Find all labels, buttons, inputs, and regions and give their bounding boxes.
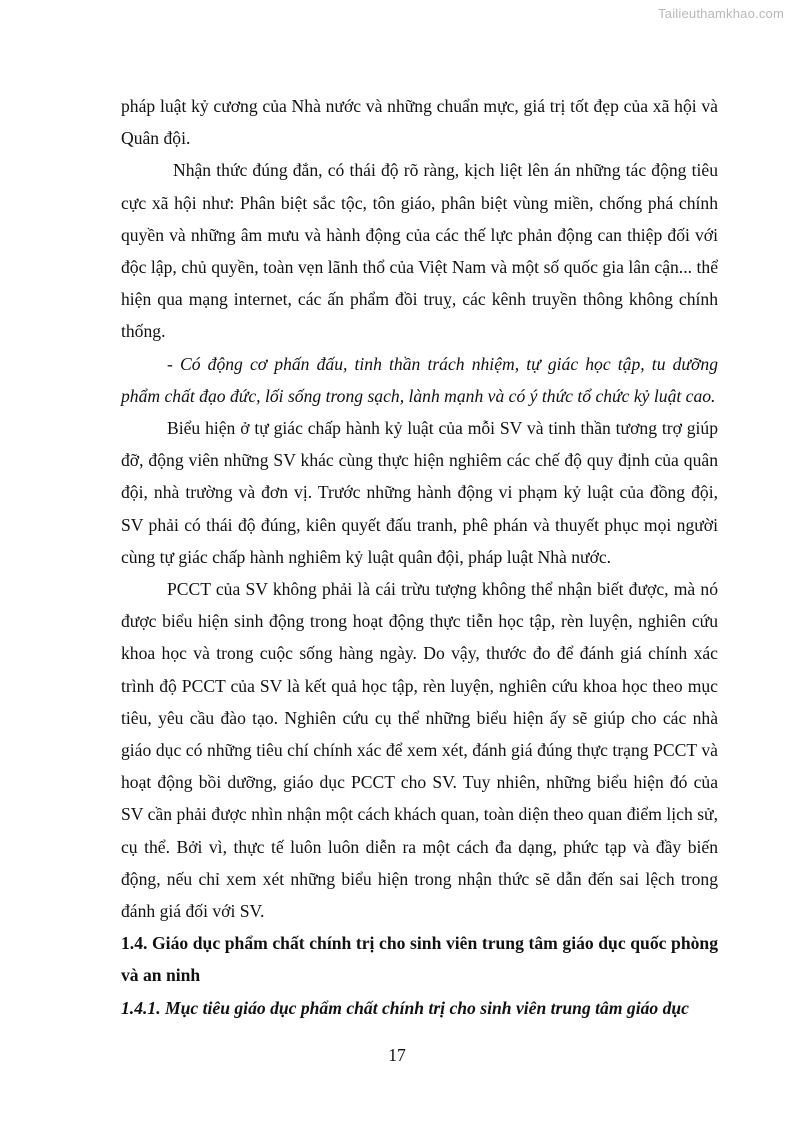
paragraph-1: pháp luật kỷ cương của Nhà nước và những chuẩn mực, giá trị tốt đẹp của xã hội và Quân đội.: [121, 96, 718, 149]
paragraph-3-italic: - Có động cơ phấn đấu, tinh thần trách nhiệm, tự giác học tập, tu dưỡng phẩm chất đạo đức, lối sống trong sạch, lành mạnh và có ý thức tổ chức kỷ luật cao.: [121, 353, 718, 406]
section-heading-1-4: 1.4. Giáo dục phẩm chất chính trị cho sinh viên trung tâm giáo dục quốc phòng và an ninh: [121, 933, 718, 986]
page-number: 17: [388, 1045, 406, 1065]
subsection-heading-1-4-1: 1.4.1. Mục tiêu giáo dục phẩm chất chính trị cho sinh viên trung tâm giáo dục: [121, 997, 689, 1018]
paragraph-2: Nhận thức đúng đắn, có thái độ rõ ràng, kịch liệt lên án những tác động tiêu cực xã hội như: Phân biệt sắc tộc, tôn giáo, phân biệt vùng miền, chống phá chính quyền và những âm mưu và hành động của các thế lực phản động can thiệp đối với độc lập, chủ quyền, toàn vẹn lãnh thổ của Việt Nam và một số quốc gia lân cận... thể hiện qua mạng internet, các ấn phẩm đồi truỵ, các kênh truyền thông không chính thống.: [121, 160, 718, 342]
watermark-text: Tailieuthamkhao.com: [658, 6, 784, 21]
document-body: [121, 90, 718, 1024]
paragraph-5: PCCT của SV không phải là cái trừu tượng không thể nhận biết được, mà nó được biểu hiện sinh động trong hoạt động thực tiễn học tập, rèn luyện, nghiên cứu khoa học và trong cuộc sống hàng ngày. Do vậy, thước đo để đánh giá chính xác trình độ PCCT của SV là kết quả học tập, rèn luyện, nghiên cứu khoa học theo mục tiêu, yêu cầu đào tạo. Nghiên cứu cụ thể những biểu hiện ấy sẽ giúp cho các nhà giáo dục có những tiêu chí chính xác để xem xét, đánh giá đúng thực trạng PCCT và hoạt động bồi dưỡng, giáo dục PCCT cho SV. Tuy nhiên, những biểu hiện đó của SV cần phải được nhìn nhận một cách khách quan, toàn diện theo quan điểm lịch sử, cụ thể. Bởi vì, thực tế luôn luôn diễn ra một cách đa dạng, phức tạp và đầy biến động, nếu chỉ xem xét những biểu hiện trong nhận thức sẽ dẫn đến sai lệch trong đánh giá đối với SV.: [121, 579, 718, 922]
paragraph-4: Biểu hiện ở tự giác chấp hành kỷ luật của mỗi SV và tinh thần tương trợ giúp đỡ, động viên những SV khác cùng thực hiện nghiêm các chế độ quy định của quân đội, nhà trường và đơn vị. Trước những hành động vi phạm kỷ luật của đồng đội, SV phải có thái độ đúng, kiên quyết đấu tranh, phê phán và thuyết phục mọi người cùng tự giác chấp hành nghiêm kỷ luật quân đội, pháp luật Nhà nước.: [121, 418, 718, 567]
